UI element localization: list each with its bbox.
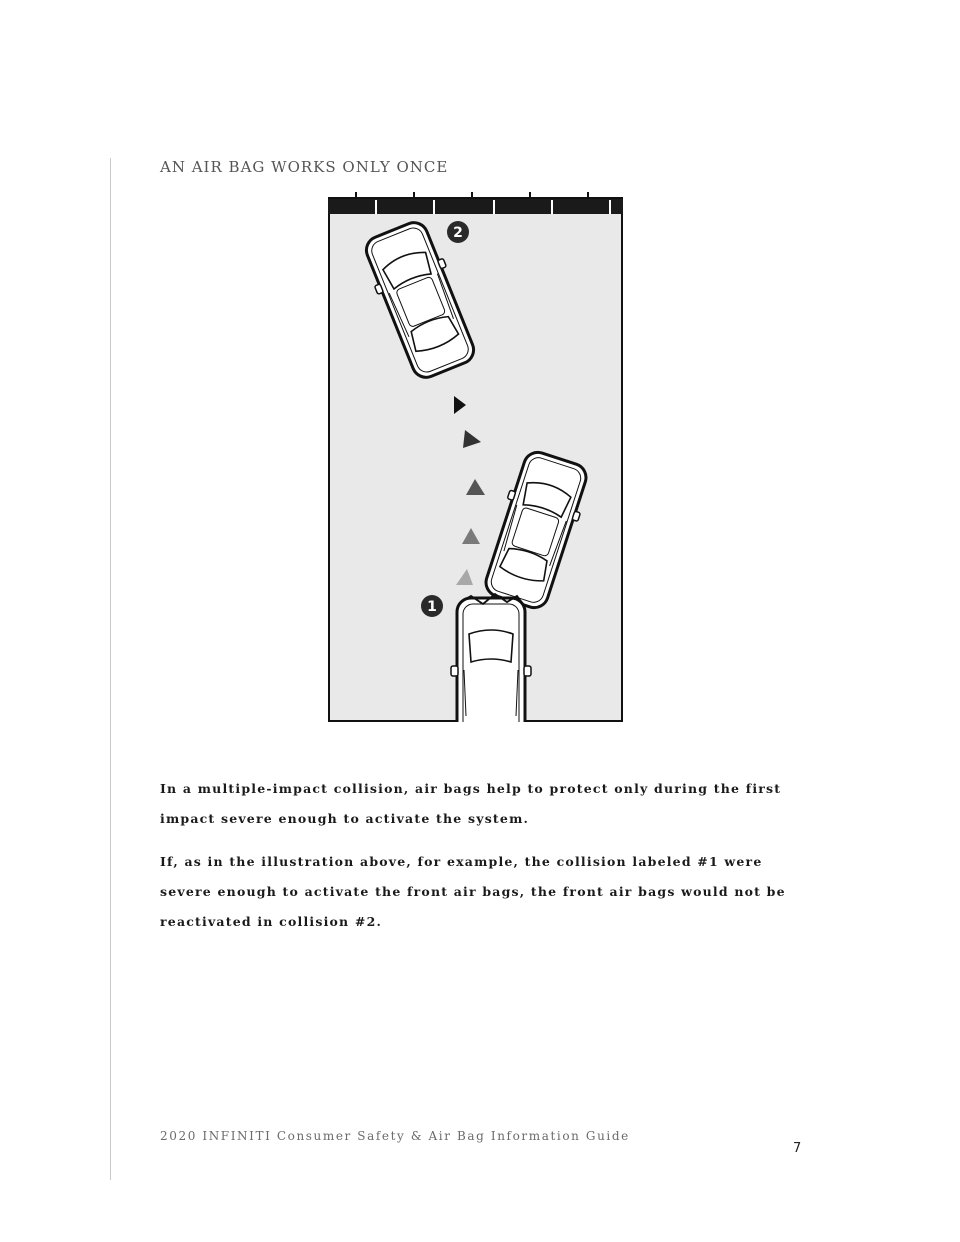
footer-guide-title: 2020 INFINITI Consumer Safety & Air Bag Information Guide: [160, 1129, 630, 1143]
svg-text:2: 2: [453, 225, 463, 241]
callout-1: [421, 595, 443, 617]
section-title: AN AIR BAG WORKS ONLY ONCE: [160, 158, 449, 176]
collision-illustration: [328, 190, 623, 722]
paragraph-first-impact: In a multiple-impact collision, air bags help to protect only during the first impact severe enough to activate the system.: [160, 781, 782, 826]
svg-text:1: 1: [427, 599, 437, 615]
car-1: [451, 594, 531, 722]
wall: [328, 190, 623, 214]
page-number: 7: [793, 1141, 802, 1156]
margin-rule: [110, 158, 111, 1180]
paragraph-reactivation: If, as in the illustration above, for example, the collision labeled #1 were severe enough to activate the front air bags, the front air bags would not be reactivated in collision #2.: [160, 854, 786, 929]
callout-2: [447, 221, 469, 243]
